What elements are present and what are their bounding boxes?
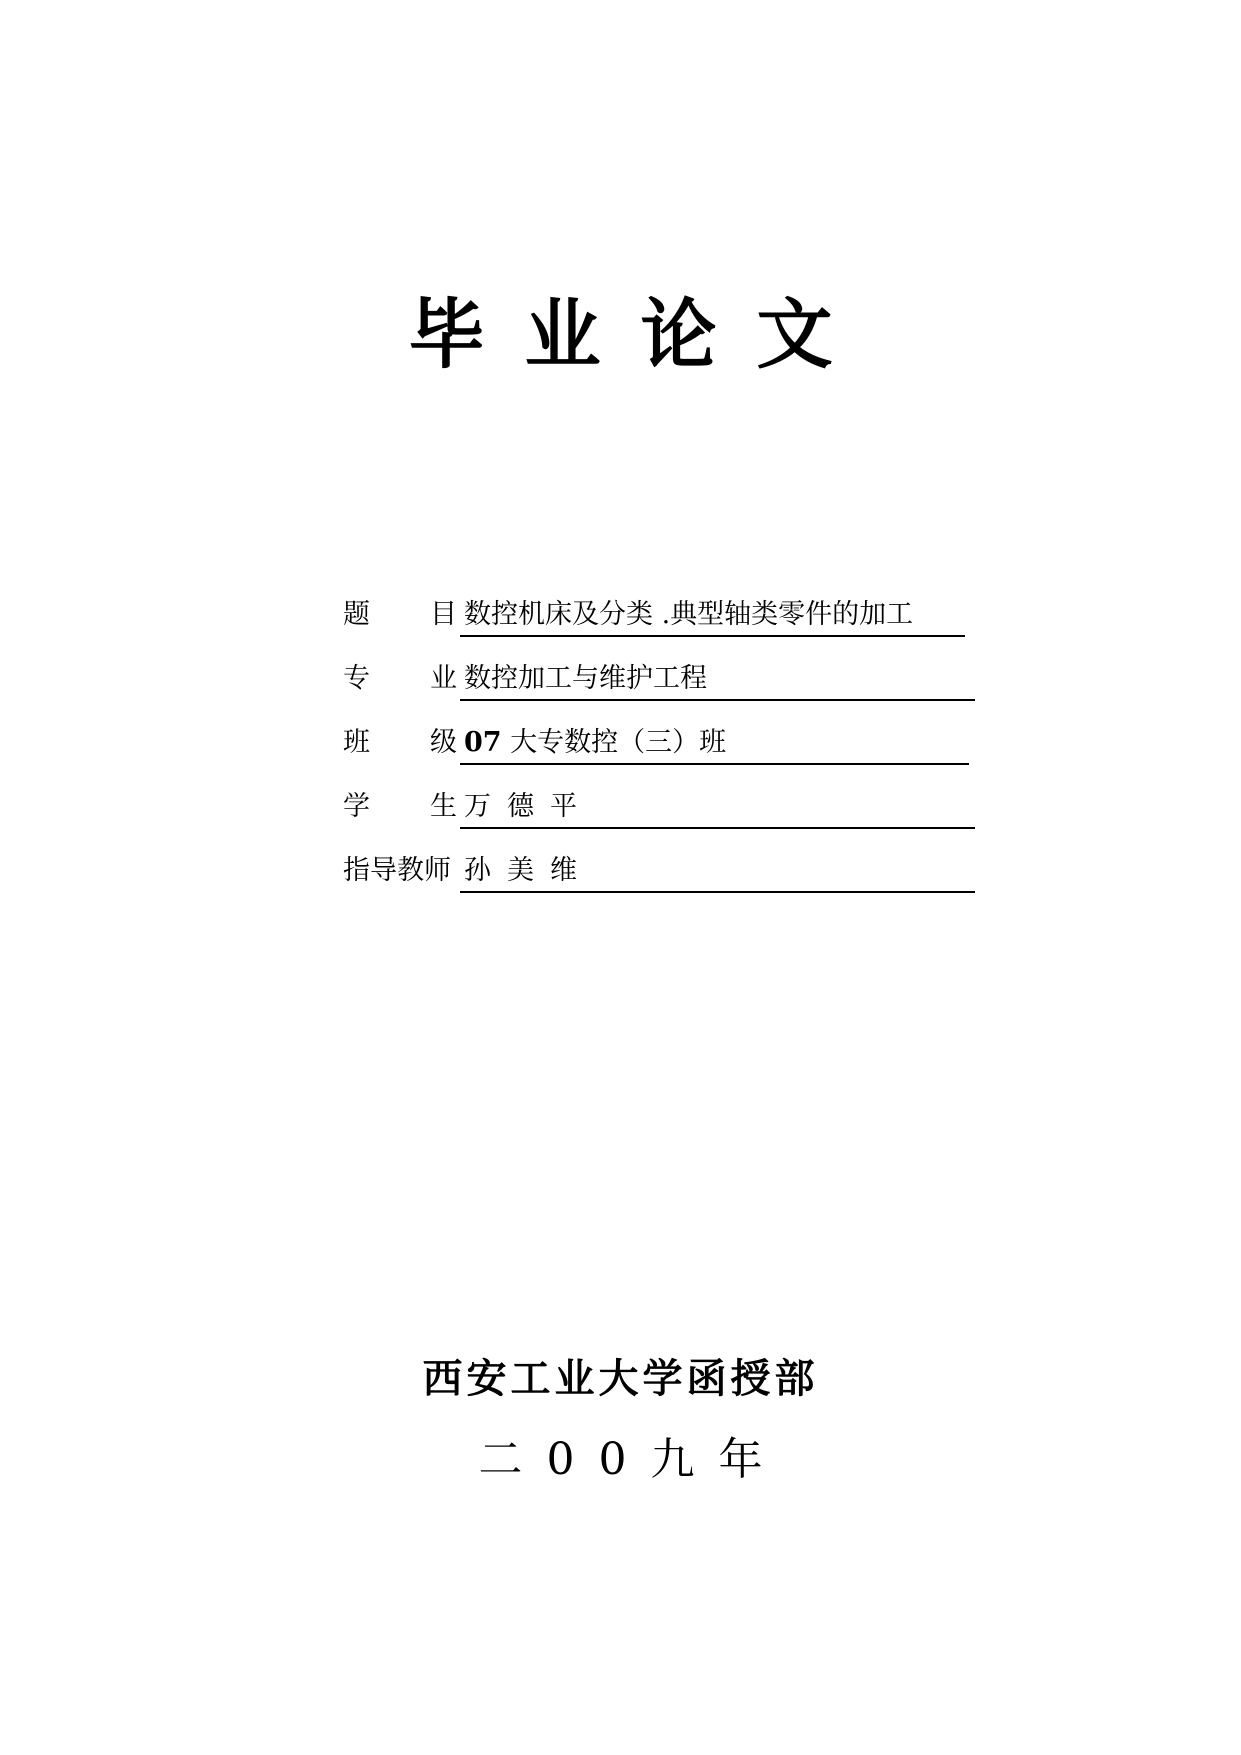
class-value-number: 07 <box>464 727 502 758</box>
info-row-major <box>343 661 975 701</box>
student-label-first: 学 <box>343 791 370 822</box>
class-value-text: 大专数控（三）班 <box>510 727 727 758</box>
advisor-name-value: 孙美维 <box>460 853 975 893</box>
class-label-last: 级 <box>430 727 457 758</box>
major-label-last: 业 <box>430 663 457 694</box>
year-text: 二00九年 <box>478 1434 787 1485</box>
class-label-first: 班 <box>343 727 370 758</box>
institution-name: 西安工业大学函授部 <box>422 1356 819 1402</box>
class-value-line <box>460 725 969 765</box>
student-label-last: 生 <box>430 791 457 822</box>
topic-label-first: 题 <box>343 599 370 630</box>
info-row-topic <box>343 597 975 637</box>
major-value: 数控加工与维护工程 <box>460 661 975 701</box>
info-row-student <box>343 789 975 829</box>
advisor-label: 指导教师 <box>343 855 451 886</box>
info-row-advisor <box>343 853 975 893</box>
major-label-first: 专 <box>343 663 370 694</box>
document-title: 毕业论文 <box>408 290 873 379</box>
topic-label-last: 目 <box>430 599 457 630</box>
info-row-class <box>343 725 975 765</box>
student-name-value: 万德平 <box>460 789 975 829</box>
topic-value: 数控机床及分类 .典型轴类零件的加工 <box>460 597 965 637</box>
